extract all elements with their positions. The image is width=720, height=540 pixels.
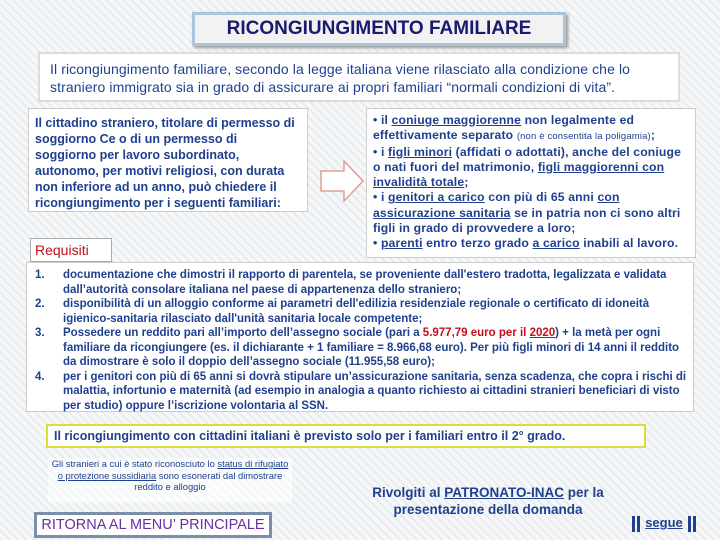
requirement-item: 2. disponibilità di un alloggio conforme ai parametri dell'edilizia residenziale regionale o certificato di idoneità igienico-sanitaria rilasciato dall'unità sanitaria locale competente;	[35, 298, 650, 325]
requirements-label: Requisiti	[30, 238, 112, 262]
citizen-text: Il cittadino straniero, titolare di permesso di soggiorno Ce o di un permesso di soggiorno per lavoro subordinato, autonomo, per motivi religiosi, con durata non inferiore ad un anno, può chiedere il ricongiungimento per i seguenti familiari:	[28, 108, 308, 212]
next-label: segue	[645, 515, 683, 530]
intro-text: Il ricongiungimento familiare, secondo la legge italiana viene rilasciato alla condizione che lo straniero immigrato sia in grado di assicurare ai propri familiari “normali condizioni di vita”.	[38, 52, 680, 102]
relatives-link[interactable]: parenti	[380, 236, 423, 251]
adult-children-link[interactable]: figli maggiorenni con invalidità totale	[373, 159, 665, 190]
refugee-note: Gli stranieri a cui è stato riconosciuto lo status di rifugiato o protezione sussidiaria sono esonerati dal dimostrare reddito e alloggio	[48, 458, 292, 502]
nav-bars-icon	[688, 516, 696, 532]
spouse-link[interactable]: coniuge maggiorenne	[391, 113, 522, 127]
dependent-parents-link[interactable]: genitori a carico	[388, 190, 485, 205]
minor-children-link[interactable]: figli minori	[388, 144, 453, 159]
family-item-children: • i figli minori (affidati o adottati), anche del coniuge o nati fuori del matrimonio, figli maggiorenni con invalidità totale;	[373, 144, 682, 190]
patronato-info: Rivolgiti al PATRONATO-INAC per la presentazione della domanda	[372, 485, 604, 517]
family-item-spouse: • il coniuge maggiorenne non legalmente ed effettivamente separato (non è consentita la poligamia);	[373, 113, 656, 143]
requirement-item: 1. documentazione che dimostri il rapporto di parentela, se proveniente dall'estero tradotta, legalizzata e validata dall’autorità consolare italiana nel paese di appartenenza dello straniero;	[35, 269, 667, 296]
requirement-item: 4. per i genitori con più di 65 anni si dovrà stipulare un’assicurazione sanitaria, senza scadenza, che copra i rischi di malattia, infortunio e maternità (ad esempio in analogia a quanto richiesto ai cittadini stranieri beneficiari di visto per studio) oppure l’iscrizione volontaria al SSN.	[35, 370, 687, 412]
italian-citizens-notice: Il ricongiungimento con cittadini italiani è previsto solo per i familiari entro il 2° grado.	[46, 424, 646, 448]
requirements-list	[26, 262, 694, 412]
right-arrow-icon	[320, 160, 364, 202]
nav-bars-icon	[632, 516, 640, 532]
page-title: RICONGIUNGIMENTO FAMILIARE	[192, 12, 566, 46]
health-insurance-link[interactable]: con assicurazione sanitaria	[373, 190, 620, 220]
next-button[interactable]	[628, 512, 700, 536]
income-year: 2020	[529, 327, 556, 339]
refugee-status-link[interactable]: status di rifugiato o protezione sussidiaria	[57, 458, 289, 481]
income-amount: 5.977,79 euro per il	[422, 327, 530, 339]
requirement-item: 3. Possedere un reddito pari all’importo dell’assegno sociale (pari a 5.977,79 euro per il 2020) + la metà per ogni familiare da ricongiungere (es. il dichiarante + 1 familiare = 8.966,68 euro). Per più figli minori di 14 anni il reddito da dimostrare è solo il doppio dell’assegno sociale (11.955,58 euro);	[35, 327, 680, 368]
family-item-relatives: • parenti entro terzo grado a carico inabili al lavoro.	[373, 236, 679, 251]
back-to-menu-button[interactable]: RITORNA AL MENU’ PRINCIPALE	[34, 512, 272, 538]
family-item-parents: • i genitori a carico con più di 65 anni con assicurazione sanitaria se in patria non ci sono altri figli in grado di provvedere a loro;	[373, 190, 681, 236]
family-members-list	[366, 108, 696, 258]
patronato-link[interactable]: PATRONATO-INAC	[444, 485, 564, 500]
dependent-link[interactable]: a carico	[532, 236, 580, 251]
